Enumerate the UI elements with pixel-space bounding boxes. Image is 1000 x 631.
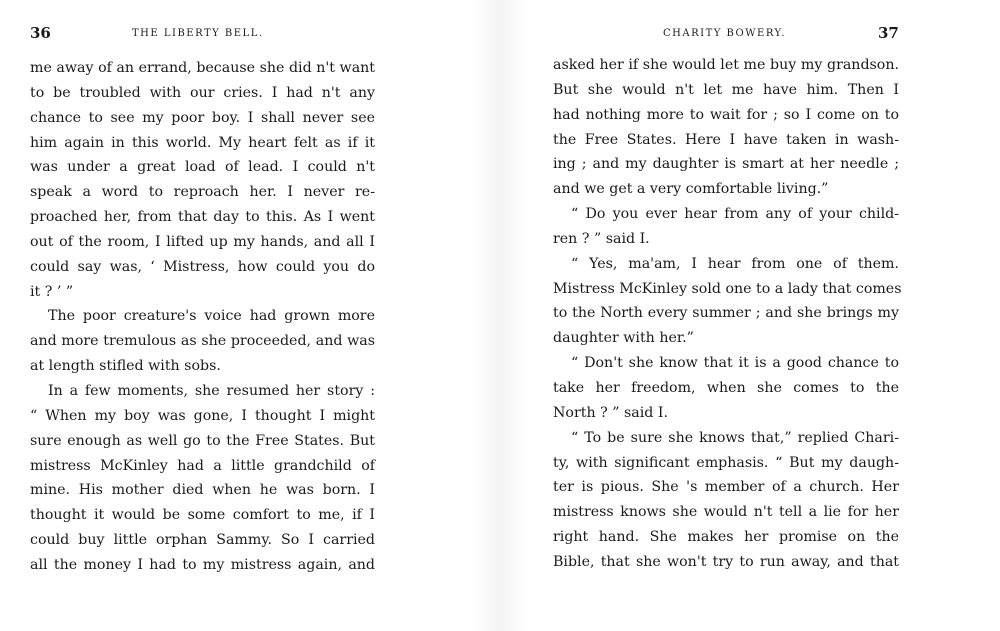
text-line: me away of an errand, because she did n't want: [30, 60, 375, 76]
text-line: ing ; and my daughter is smart at her needle ;: [553, 156, 899, 173]
text-line: was under a great load of lead. I could n't: [30, 159, 375, 176]
text-line: could buy little orphan Sammy. So I carried: [30, 532, 375, 549]
left-page-header: [30, 24, 375, 42]
left-running-head: THE LIBERTY BELL.: [132, 28, 264, 39]
text-line: “ Do you ever hear from any of your child-: [571, 206, 899, 223]
text-line: In a few moments, she resumed her story :: [48, 382, 375, 399]
text-line: mistress McKinley had a little grandchild of: [30, 457, 375, 474]
text-line: “ Don't she know that it is a good chance to: [571, 355, 899, 372]
text-line: mistress knows she would n't tell a lie for her: [553, 504, 899, 521]
right-page-body: [553, 53, 902, 575]
right-page-number: 37: [878, 24, 899, 42]
text-line: The poor creature's voice had grown more: [48, 308, 375, 325]
text-line: “ Yes, ma'am, I hear from one of them.: [571, 255, 899, 272]
text-line: But she would n't let me have him. Then I: [553, 81, 899, 98]
text-line: ter is pious. She 's member of a church. Her: [553, 479, 899, 496]
text-line: out of the room, I lifted up my hands, and all I: [30, 233, 375, 250]
text-line: asked her if she would let me buy my grandson.: [553, 57, 899, 73]
text-line: the Free States. Here I have taken in wash-: [553, 131, 899, 148]
text-line: him again in this world. My heart felt as if it: [30, 134, 375, 151]
right-page: [500, 0, 1000, 631]
text-line: could say was, ‘ Mistress, how could you do: [30, 258, 375, 275]
right-running-head: CHARITY BOWERY.: [663, 28, 787, 39]
text-line: ty, with significant emphasis. “ But my daugh-: [553, 454, 899, 471]
text-line: sure enough as well go to the Free States. But: [30, 432, 375, 449]
text-line: daughter with her.”: [553, 330, 694, 347]
text-line: Bible, that she won't try to run away, and that: [553, 553, 899, 570]
text-line: proached her, from that day to this. As I went: [30, 209, 375, 226]
text-line: and we get a very comfortable living.”: [553, 181, 829, 198]
text-line: speak a word to reproach her. I never re-: [30, 184, 375, 201]
text-line: and more tremulous as she proceeded, and was: [30, 333, 375, 350]
text-line: “ To be sure she knows that,” replied Chari-: [571, 429, 899, 446]
left-page-number: 36: [30, 24, 51, 42]
text-line: “ When my boy was gone, I thought I might: [30, 407, 375, 424]
text-line: thought it would be some comfort to me, if I: [30, 507, 375, 524]
text-line: mine. His mother died when he was born. I: [30, 482, 375, 499]
text-line: take her freedom, when she comes to the: [553, 379, 899, 396]
left-page-body: [30, 56, 375, 578]
text-line: it ? ’ ”: [30, 283, 74, 300]
text-line: North ? ” said I.: [553, 404, 668, 421]
text-line: had nothing more to wait for ; so I come on to: [553, 106, 899, 123]
text-line: Mistress McKinley sold one to a lady that comes: [553, 280, 902, 297]
text-line: to the North every summer ; and she brings my: [553, 305, 899, 322]
text-line: to be troubled with our cries. I had n't any: [30, 84, 375, 101]
text-line: ren ? ” said I.: [553, 230, 650, 247]
text-line: chance to see my poor boy. I shall never see: [30, 109, 375, 126]
text-line: right hand. She makes her promise on the: [553, 529, 899, 546]
text-line: all the money I had to my mistress again, and: [30, 556, 375, 573]
text-line: at length stifled with sobs.: [30, 358, 221, 375]
